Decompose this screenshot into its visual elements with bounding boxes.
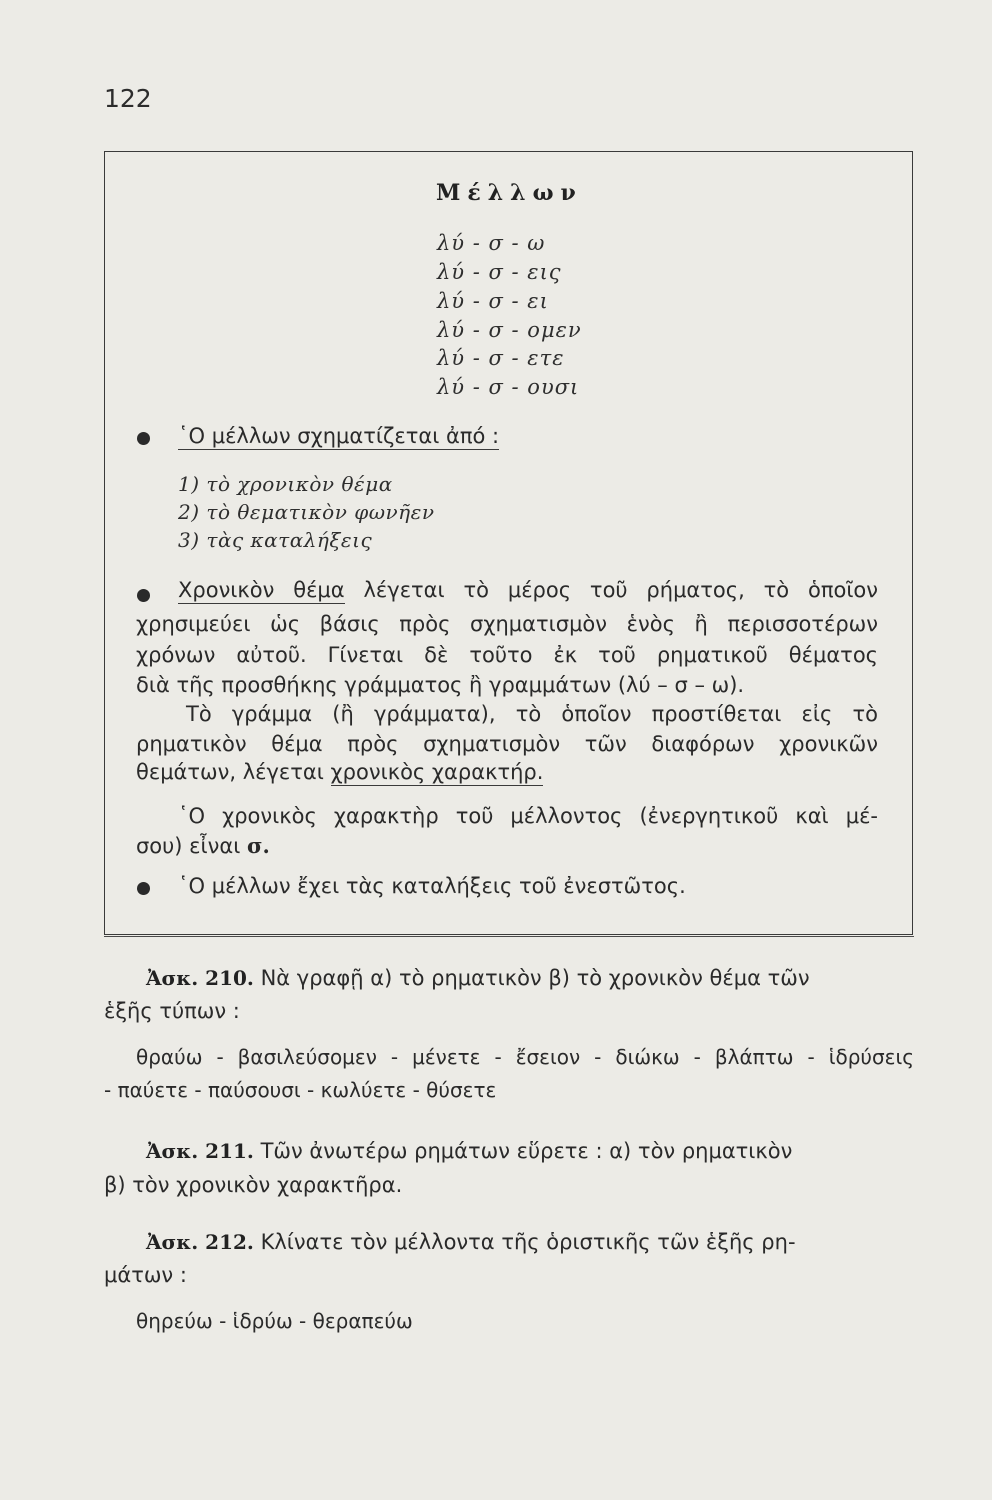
letter-sigma: σ.	[247, 833, 270, 858]
list-item: 2) τὸ θεματικὸν φωνῆεν	[178, 500, 435, 524]
conjugation-line: λύ - σ - εις	[437, 260, 562, 284]
box-title: Μέλλων	[436, 180, 583, 206]
conjugation-line: λύ - σ - ει	[437, 289, 549, 313]
exercise-211-line1	[146, 1139, 914, 1163]
bullet-icon	[137, 589, 150, 602]
term-underlined: χρονικὸς χαρακτήρ.	[330, 760, 544, 784]
rule-text: ῾Ο μέλλων ἔχει τὰς καταλήξεις τοῦ ἐνεστῶτος.	[178, 874, 686, 898]
paragraph-line: ῾Ο χρονικὸς χαρακτὴρ τοῦ μέλλοντος (ἐνεργητικοῦ καὶ μέ-	[178, 804, 878, 828]
rule-heading-text: ῾Ο μέλλων σχηματίζεται ἀπό :	[178, 424, 500, 448]
exercise-text: Τῶν ἀνωτέρω ρημάτων εὕρετε : α) τὸν ρηματικὸν	[253, 1139, 793, 1163]
exercise-label: Ἀσκ. 210.	[146, 966, 254, 990]
conjugation-line: λύ - σ - ομεν	[437, 318, 582, 342]
exercise-212-line1	[146, 1230, 914, 1254]
exercise-label: Ἀσκ. 211.	[146, 1139, 254, 1163]
list-item: 3) τὰς καταλήξεις	[178, 528, 373, 552]
paragraph-line: Τὸ γράμμα (ἢ γράμματα), τὸ ὁποῖον προστίθεται εἰς τὸ	[186, 702, 878, 726]
paragraph-line: χρησιμεύει ὡς βάσις πρὸς σχηματισμὸν ἑνὸς ἢ περισσοτέρων	[136, 612, 878, 636]
word-list: - παύετε - παύσουσι - κωλύετε - θύσετε	[104, 1078, 497, 1102]
page-number: 122	[104, 84, 152, 113]
paragraph-line: χρόνων αὐτοῦ. Γίνεται δὲ τοῦτο ἐκ τοῦ ρηματικοῦ θέματος	[136, 643, 878, 667]
paragraph-line	[136, 760, 543, 784]
bullet-icon	[137, 432, 150, 445]
bullet-icon	[137, 882, 150, 895]
term-underlined: Χρονικὸν θέμα	[178, 578, 345, 602]
exercise-text: Νὰ γραφῇ α) τὸ ρηματικὸν β) τὸ χρονικὸν θέμα τῶν	[253, 966, 810, 990]
paragraph-text: θεμάτων, λέγεται	[136, 760, 331, 784]
exercise-label: Ἀσκ. 212.	[146, 1230, 254, 1254]
conjugation-line: λύ - σ - ουσι	[437, 375, 580, 399]
conjugation-line: λύ - σ - ετε	[437, 346, 565, 370]
word-list: θραύω - βασιλεύσομεν - μένετε - ἔσειον - διώκω - βλάπτω - ἱδρύσεις	[136, 1045, 914, 1069]
paragraph-line: ρηματικὸν θέμα πρὸς σχηματισμὸν τῶν διαφόρων χρονικῶν	[136, 732, 878, 756]
paragraph-line	[178, 578, 878, 602]
conjugation-line: λύ - σ - ω	[437, 231, 546, 255]
list-item: 1) τὸ χρονικὸν θέμα	[178, 472, 393, 496]
word-list: θηρεύω - ἱδρύω - θεραπεύω	[136, 1309, 413, 1333]
rule-heading	[178, 424, 499, 448]
box-bottom-rule	[104, 936, 914, 937]
exercise-211-line2: β) τὸν χρονικὸν χαρακτῆρα.	[104, 1173, 403, 1197]
paragraph-text: σου) εἶναι	[136, 834, 247, 858]
paragraph-line	[136, 833, 270, 858]
exercise-210-line1	[146, 966, 914, 990]
paragraph-text: λέγεται τὸ μέρος τοῦ ρήματος, τὸ ὁποῖον	[344, 578, 878, 602]
exercise-text: Κλίνατε τὸν μέλλοντα τῆς ὁριστικῆς τῶν ἑξῆς ρη-	[253, 1230, 796, 1254]
exercise-210-line2: ἑξῆς τύπων :	[104, 999, 240, 1023]
paragraph-line: διὰ τῆς προσθήκης γράμματος ἢ γραμμάτων (λύ – σ – ω).	[136, 673, 745, 697]
exercise-212-line2: μάτων :	[104, 1263, 187, 1287]
